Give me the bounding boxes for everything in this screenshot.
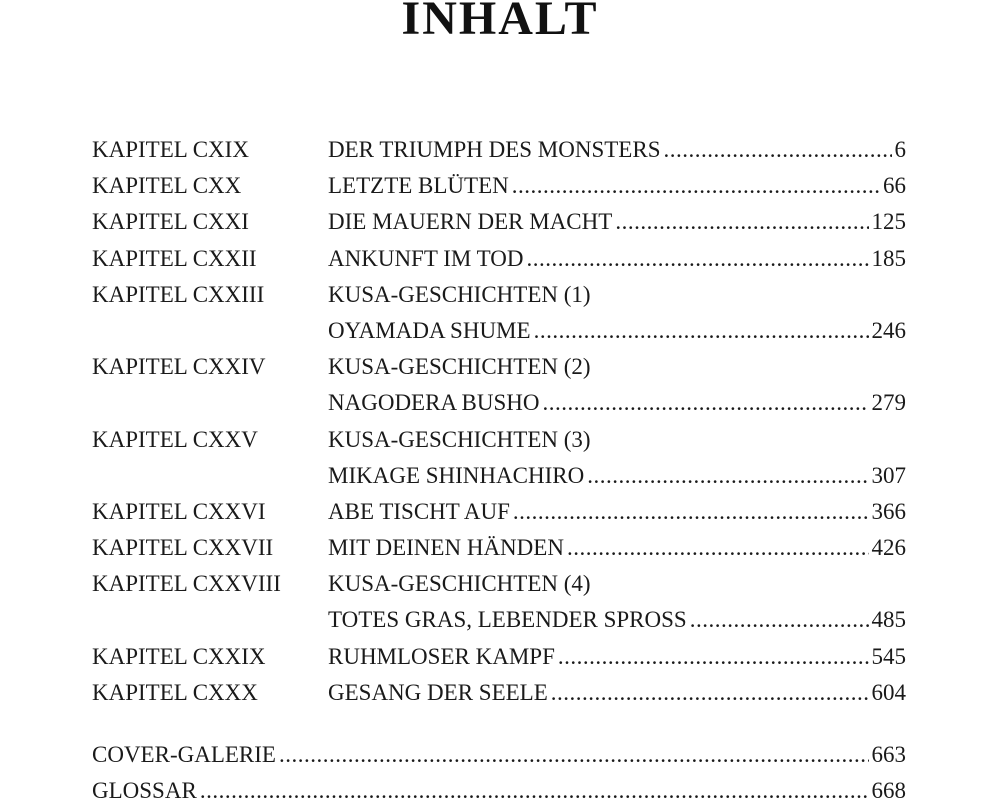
dot-leader [567, 530, 869, 566]
dot-leader [551, 675, 869, 711]
chapter-number: KAPITEL CXXII [92, 245, 257, 271]
chapter-title: KUSA-GESCHICHTEN (4) [328, 571, 591, 597]
chapter-title: GESANG DER SEELE [328, 679, 548, 705]
section-gap [92, 711, 906, 737]
chapter-title: ANKUNFT IM TOD [328, 245, 524, 271]
toc-row[interactable] [92, 168, 906, 204]
chapter-number: KAPITEL CXX [92, 173, 242, 199]
chapter-number: KAPITEL CXXVII [92, 535, 274, 561]
page-number: 307 [871, 462, 906, 488]
toc-row[interactable] [92, 277, 906, 313]
toc-entry [92, 737, 906, 773]
page-number: 366 [871, 498, 906, 524]
toc-row-continuation[interactable] [92, 313, 906, 349]
dot-leader [690, 602, 869, 638]
page-number: 279 [871, 390, 906, 416]
toc-entry [328, 168, 906, 204]
page-number: 66 [883, 173, 906, 199]
chapter-title: KUSA-GESCHICHTEN (3) [328, 426, 591, 452]
page-number: 426 [871, 535, 906, 561]
toc-entry [328, 277, 906, 313]
toc-row[interactable] [92, 204, 906, 240]
dot-leader [587, 458, 868, 494]
chapter-title: RUHMLOSER KAMPF [328, 643, 555, 669]
table-of-contents [92, 132, 906, 800]
toc-entry [328, 494, 906, 530]
dot-leader [279, 737, 869, 773]
chapter-number: KAPITEL CXXV [92, 426, 258, 452]
toc-entry [328, 422, 906, 458]
toc-entry [328, 349, 906, 385]
toc-entry [328, 385, 906, 421]
page-number: 125 [871, 209, 906, 235]
chapter-subtitle: OYAMADA SHUME [328, 317, 531, 343]
toc-entry [328, 639, 906, 675]
dot-leader [534, 313, 869, 349]
page-number: 663 [871, 742, 906, 767]
chapter-title: ABE TISCHT AUF [328, 498, 510, 524]
page-number: 246 [871, 317, 906, 343]
chapter-number: KAPITEL CXXX [92, 679, 258, 705]
toc-row-appendix[interactable] [92, 773, 906, 800]
toc-entry [328, 530, 906, 566]
page-number: 485 [871, 607, 906, 633]
chapter-title: DIE MAUERN DER MACHT [328, 209, 613, 235]
page-number: 604 [871, 679, 906, 705]
toc-row[interactable] [92, 422, 906, 458]
chapter-number: KAPITEL CXXI [92, 209, 249, 235]
toc-row[interactable] [92, 566, 906, 602]
chapter-title: MIT DEINEN HÄNDEN [328, 535, 564, 561]
chapter-number: KAPITEL CXXIX [92, 643, 266, 669]
toc-entry [328, 313, 906, 349]
toc-row-continuation[interactable] [92, 602, 906, 638]
toc-row[interactable] [92, 241, 906, 277]
toc-entry [328, 566, 906, 602]
page-title: INHALT [401, 0, 599, 45]
chapter-number: KAPITEL CXXIII [92, 281, 265, 307]
chapter-number: KAPITEL CXXIV [92, 354, 266, 380]
dot-leader [200, 773, 869, 800]
chapter-title: KUSA-GESCHICHTEN (1) [328, 281, 591, 307]
page-number: 185 [871, 245, 906, 271]
dot-leader [664, 132, 892, 168]
toc-row-continuation[interactable] [92, 458, 906, 494]
chapter-number: KAPITEL CXXVIII [92, 571, 281, 597]
toc-entry [328, 132, 906, 168]
dot-leader [512, 168, 880, 204]
toc-entry [328, 675, 906, 711]
appendix-title: COVER-GALERIE [92, 742, 276, 767]
toc-entry [328, 241, 906, 277]
chapter-number: KAPITEL CXIX [92, 137, 249, 162]
toc-row[interactable] [92, 530, 906, 566]
toc-row-continuation[interactable] [92, 385, 906, 421]
toc-row-appendix[interactable] [92, 737, 906, 773]
dot-leader [615, 204, 868, 240]
appendix-title: GLOSSAR [92, 778, 197, 800]
toc-entry [328, 602, 906, 638]
toc-row[interactable] [92, 494, 906, 530]
toc-row[interactable] [92, 639, 906, 675]
chapter-number: KAPITEL CXXVI [92, 498, 266, 524]
chapter-title: LETZTE BLÜTEN [328, 173, 509, 199]
dot-leader [527, 241, 869, 277]
toc-row[interactable] [92, 132, 906, 168]
dot-leader [513, 494, 869, 530]
chapter-subtitle: NAGODERA BUSHO [328, 390, 540, 416]
page-number: 668 [871, 778, 906, 800]
toc-row[interactable] [92, 675, 906, 711]
toc-row[interactable] [92, 349, 906, 385]
page-number: 545 [871, 643, 906, 669]
toc-entry [92, 773, 906, 800]
chapter-title: KUSA-GESCHICHTEN (2) [328, 354, 591, 380]
toc-entry [328, 204, 906, 240]
toc-entry [328, 458, 906, 494]
page-number: 6 [894, 137, 906, 162]
chapter-subtitle: MIKAGE SHINHACHIRO [328, 462, 585, 488]
dot-leader [558, 639, 869, 675]
chapter-title: DER TRIUMPH DES MONSTERS [328, 137, 661, 162]
dot-leader [543, 385, 869, 421]
chapter-subtitle: TOTES GRAS, LEBENDER SPROSS [328, 607, 687, 633]
